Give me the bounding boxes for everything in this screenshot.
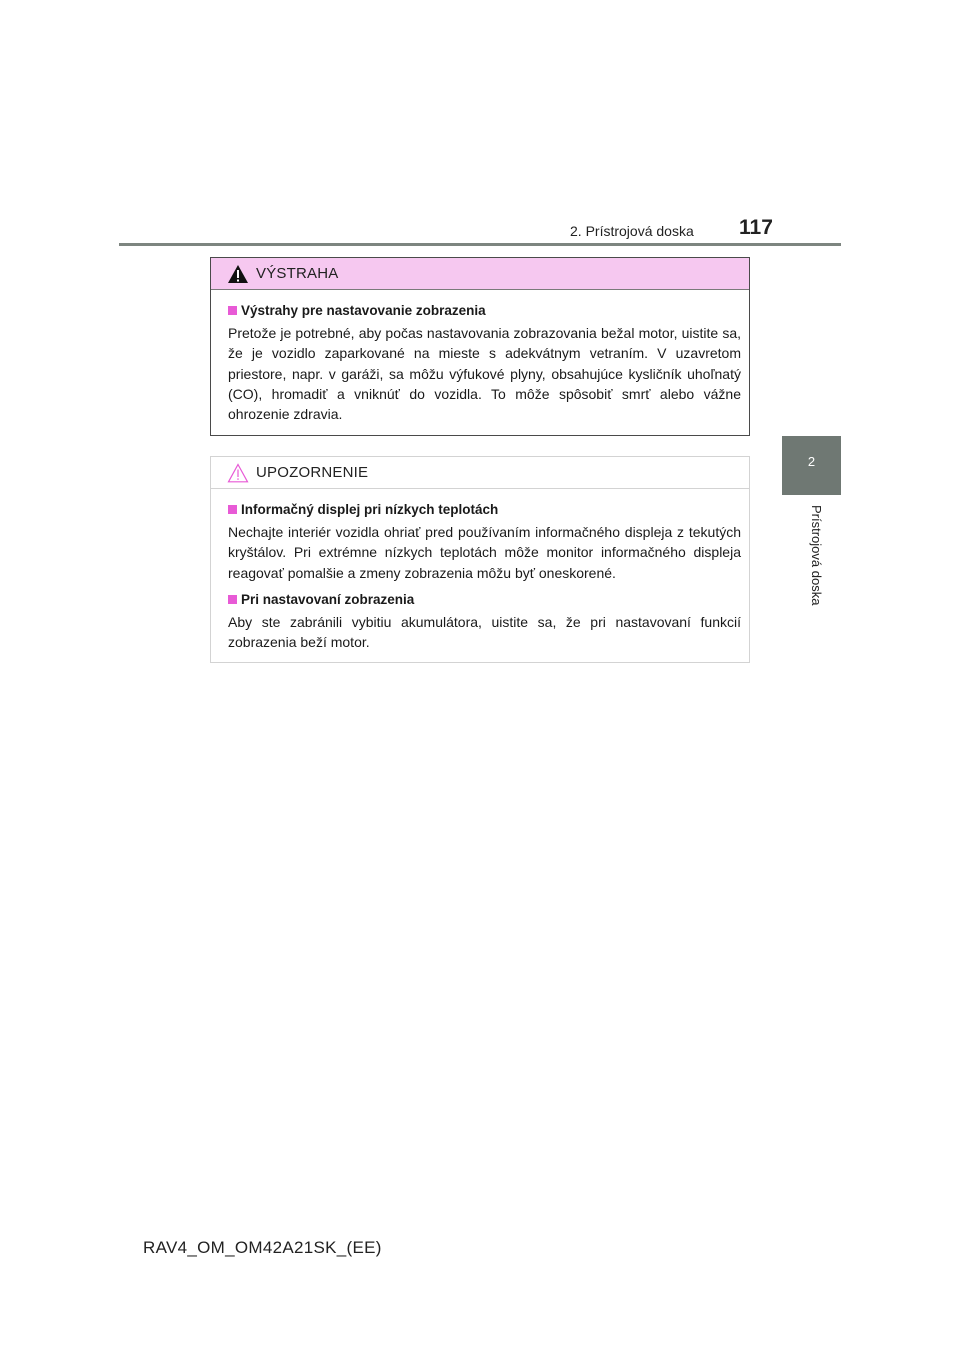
page-header	[119, 214, 841, 246]
document-code: RAV4_OM_OM42A21SK_(EE)	[143, 1238, 382, 1257]
bullet-square-icon	[228, 595, 237, 604]
chapter-label: Prístrojová doska	[809, 505, 824, 606]
caution-item	[211, 583, 749, 653]
caution-title: UPOZORNENIE	[256, 464, 369, 481]
bullet-square-icon	[228, 306, 237, 315]
warning-header	[211, 258, 749, 290]
section-title: 2. Prístrojová doska	[570, 223, 694, 239]
chapter-tab	[782, 436, 841, 495]
caution-item-heading: Pri nastavovaní zobrazenia	[241, 591, 415, 607]
caution-item-text: Aby ste zabránili vybitiu akumulátora, uistite sa, že pri nastavovaní funkcií zobrazenia beží motor.	[228, 613, 741, 651]
chapter-number: 2	[807, 454, 816, 469]
caution-box	[210, 456, 750, 663]
header-divider	[119, 243, 841, 246]
caution-item-heading-row	[228, 500, 741, 520]
warning-item-text: Pretože je potrebné, aby počas nastavovania zobrazovania bežal motor, uistite sa, že je vozidlo zaparkované na mieste s adekvátnym vetraním. V uzavretom priestore, napr. v garáži, sa môžu výfukové plyny, obsahujúce kysličník uhoľnatý (CO), hromadiť a vniknúť do vozidla. To môže spôsobiť smrť alebo vážne ohrozenie zdravia.	[228, 325, 741, 423]
warning-item-heading-row	[228, 301, 741, 321]
warning-triangle-filled-icon	[227, 264, 249, 284]
warning-item-heading: Výstrahy pre nastavovanie zobrazenia	[241, 303, 486, 318]
caution-item-heading-row	[228, 590, 741, 610]
caution-item-heading: Informačný displej pri nízkych teplotách	[241, 502, 499, 517]
page-number: 117	[739, 216, 773, 239]
warning-triangle-outline-icon	[227, 463, 249, 483]
caution-item-text: Nechajte interiér vozidla ohriať pred používaním informačného displeja z tekutých kryštálov. Pri extrémne nízkych teplotách môže monitor informačného displeja reagovať pomalšie a zmeny zobrazenia môžu byť oneskorené.	[228, 524, 741, 581]
bullet-square-icon	[228, 505, 237, 514]
warning-item	[211, 290, 749, 424]
caution-header	[211, 457, 749, 489]
warning-title: VÝSTRAHA	[256, 265, 339, 282]
caution-item	[211, 489, 749, 583]
warning-box	[210, 257, 750, 436]
